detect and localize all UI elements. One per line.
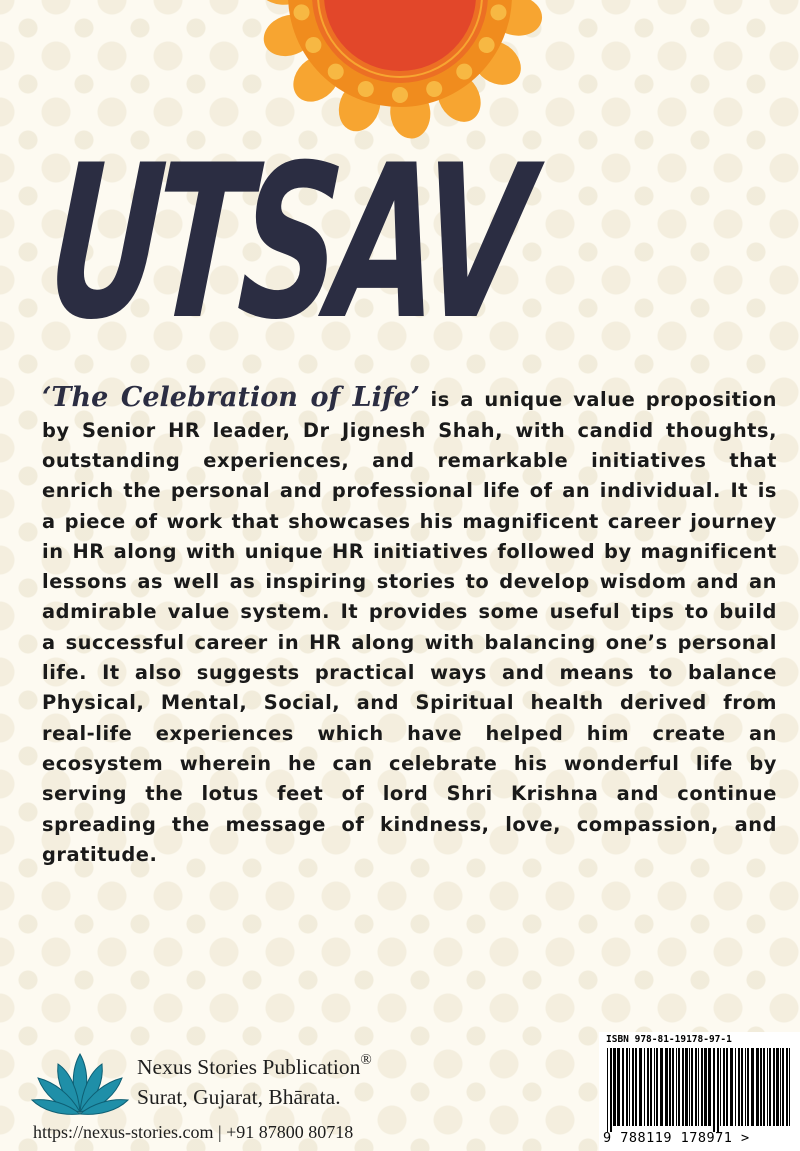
publisher-contact: https://nexus-stories.com | +91 87800 80718 bbox=[33, 1122, 354, 1142]
publisher-name: Nexus Stories Publication® bbox=[137, 1052, 372, 1079]
lotus-icon bbox=[30, 1050, 130, 1118]
blurb-text: is a unique value proposition by Senior HR leader, Dr Jignesh Shah, with candid thoughts, outstanding experiences, and remarkable initiatives that enrich the personal and professional life of an individual. It is a piece of work that showcases his magnificent career journey in HR along with unique HR initiatives followed by magnificent lessons as well as inspiring stories to develop wisdom and an admirable value system. It provides some useful tips to build a successful career in HR along with balancing one’s personal life. It also suggests practical ways and means to balance Physical, Mental, Social, and Spiritual health derived from real-life experiences which have helped him create an ecosystem wherein he can celebrate his wonderful life by serving the lotus feet of lord Shri Krishna and continue spreading the message of kindness, love, compassion, and gratitude. bbox=[42, 388, 777, 866]
barcode-digits: 9 788119 178971 > bbox=[603, 1130, 750, 1146]
barcode-icon bbox=[605, 1048, 795, 1132]
book-subtitle: ‘The Celebration of Life’ bbox=[42, 382, 421, 414]
isbn-label: ISBN 978-81-19178-97-1 bbox=[606, 1034, 732, 1045]
publisher-location: Surat, Gujarat, Bhārata. bbox=[137, 1085, 341, 1109]
barcode-block bbox=[599, 1032, 800, 1151]
blurb-paragraph bbox=[42, 383, 777, 870]
registered-mark: ® bbox=[360, 1052, 372, 1068]
book-title: UTSAV bbox=[41, 119, 530, 366]
